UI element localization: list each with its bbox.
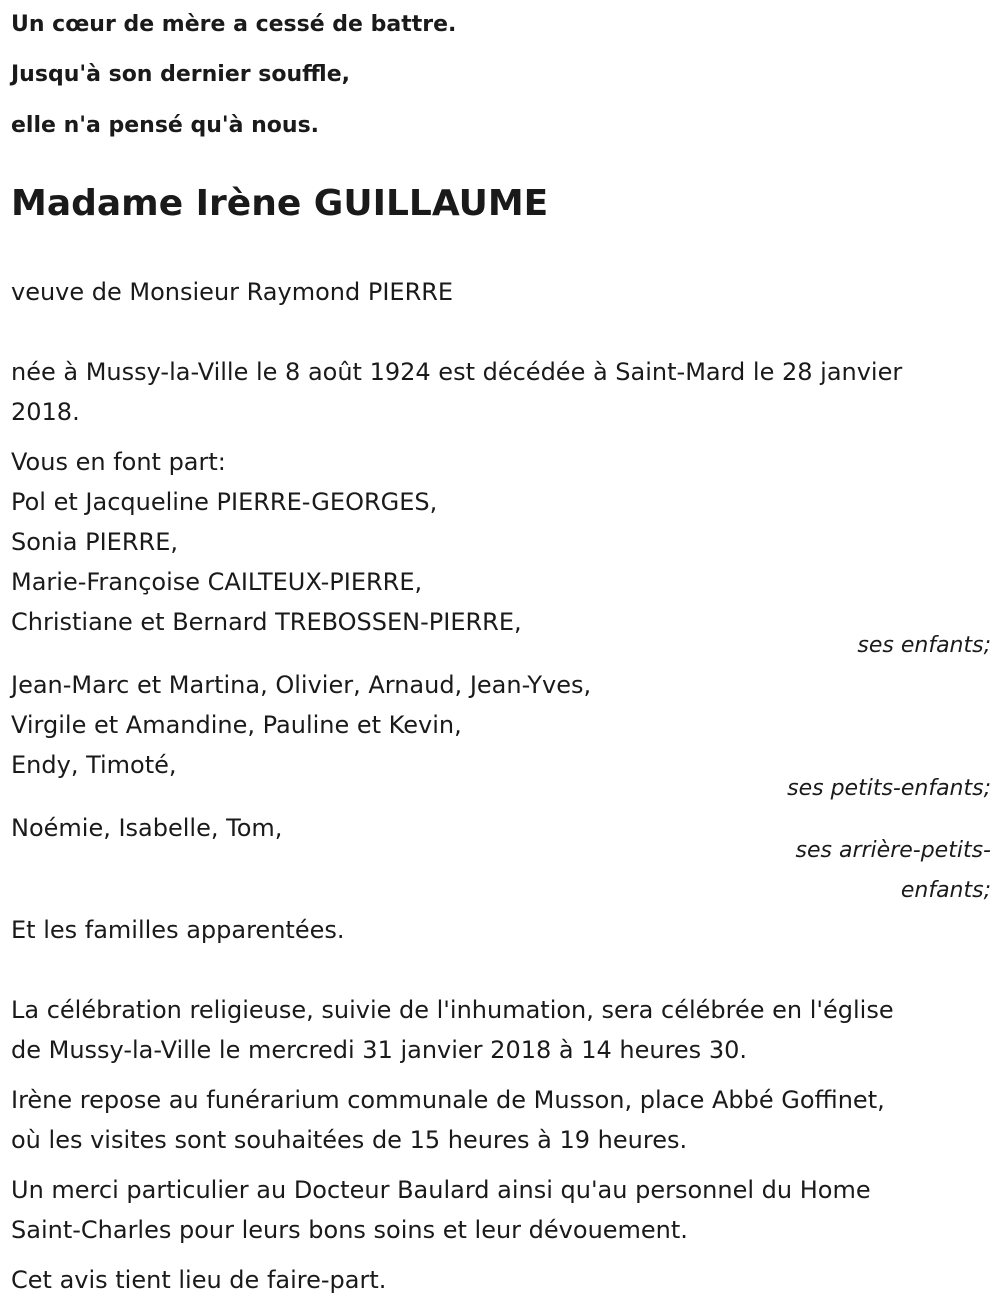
- great-grandchild-entry: Noémie, Isabelle, Tom,: [11, 814, 283, 842]
- birth-death-line: née à Mussy-la-Ville le 8 août 1924 est décédée à Saint-Mard le 28 janvier: [11, 358, 903, 386]
- great-grandchildren-label: ses arrière-petits-: [795, 838, 991, 863]
- grandchild-entry: Endy, Timoté,: [11, 751, 177, 779]
- child-entry: Marie-Françoise CAILTEUX-PIERRE,: [11, 568, 423, 596]
- visitation-line: Irène repose au funérarium communale de Musson, place Abbé Goffinet,: [11, 1086, 885, 1114]
- children-label: ses enfants;: [857, 633, 991, 658]
- families-line: Et les familles apparentées.: [11, 916, 345, 944]
- thanks-line: Un merci particulier au Docteur Baulard ainsi qu'au personnel du Home: [11, 1176, 871, 1204]
- thanks-line: Saint-Charles pour leurs bons soins et leur dévouement.: [11, 1216, 688, 1244]
- child-entry: Sonia PIERRE,: [11, 528, 178, 556]
- grandchild-entry: Virgile et Amandine, Pauline et Kevin,: [11, 711, 462, 739]
- spouse-line: veuve de Monsieur Raymond PIERRE: [11, 278, 454, 306]
- child-entry: Pol et Jacqueline PIERRE-GEORGES,: [11, 488, 438, 516]
- great-grandchildren-label: enfants;: [900, 878, 991, 903]
- ceremony-line: La célébration religieuse, suivie de l'inhumation, sera célébrée en l'église: [11, 996, 894, 1024]
- visitation-line: où les visites sont souhaitées de 15 heures à 19 heures.: [11, 1126, 688, 1154]
- grandchildren-label: ses petits-enfants;: [787, 776, 991, 801]
- child-entry: Christiane et Bernard TREBOSSEN-PIERRE,: [11, 608, 522, 636]
- epigraph-line: elle n'a pensé qu'à nous.: [11, 113, 320, 138]
- epigraph-line: Jusqu'à son dernier souffle,: [11, 62, 350, 87]
- announcement-intro: Vous en font part:: [11, 448, 226, 476]
- ceremony-line: de Mussy-la-Ville le mercredi 31 janvier 2018 à 14 heures 30.: [11, 1036, 747, 1064]
- closing-line: Cet avis tient lieu de faire-part.: [11, 1266, 387, 1294]
- grandchild-entry: Jean-Marc et Martina, Olivier, Arnaud, Jean-Yves,: [11, 671, 592, 699]
- deceased-name: Madame Irène GUILLAUME: [11, 183, 549, 224]
- epigraph-line: Un cœur de mère a cessé de battre.: [11, 12, 457, 37]
- birth-death-line: 2018.: [11, 398, 80, 426]
